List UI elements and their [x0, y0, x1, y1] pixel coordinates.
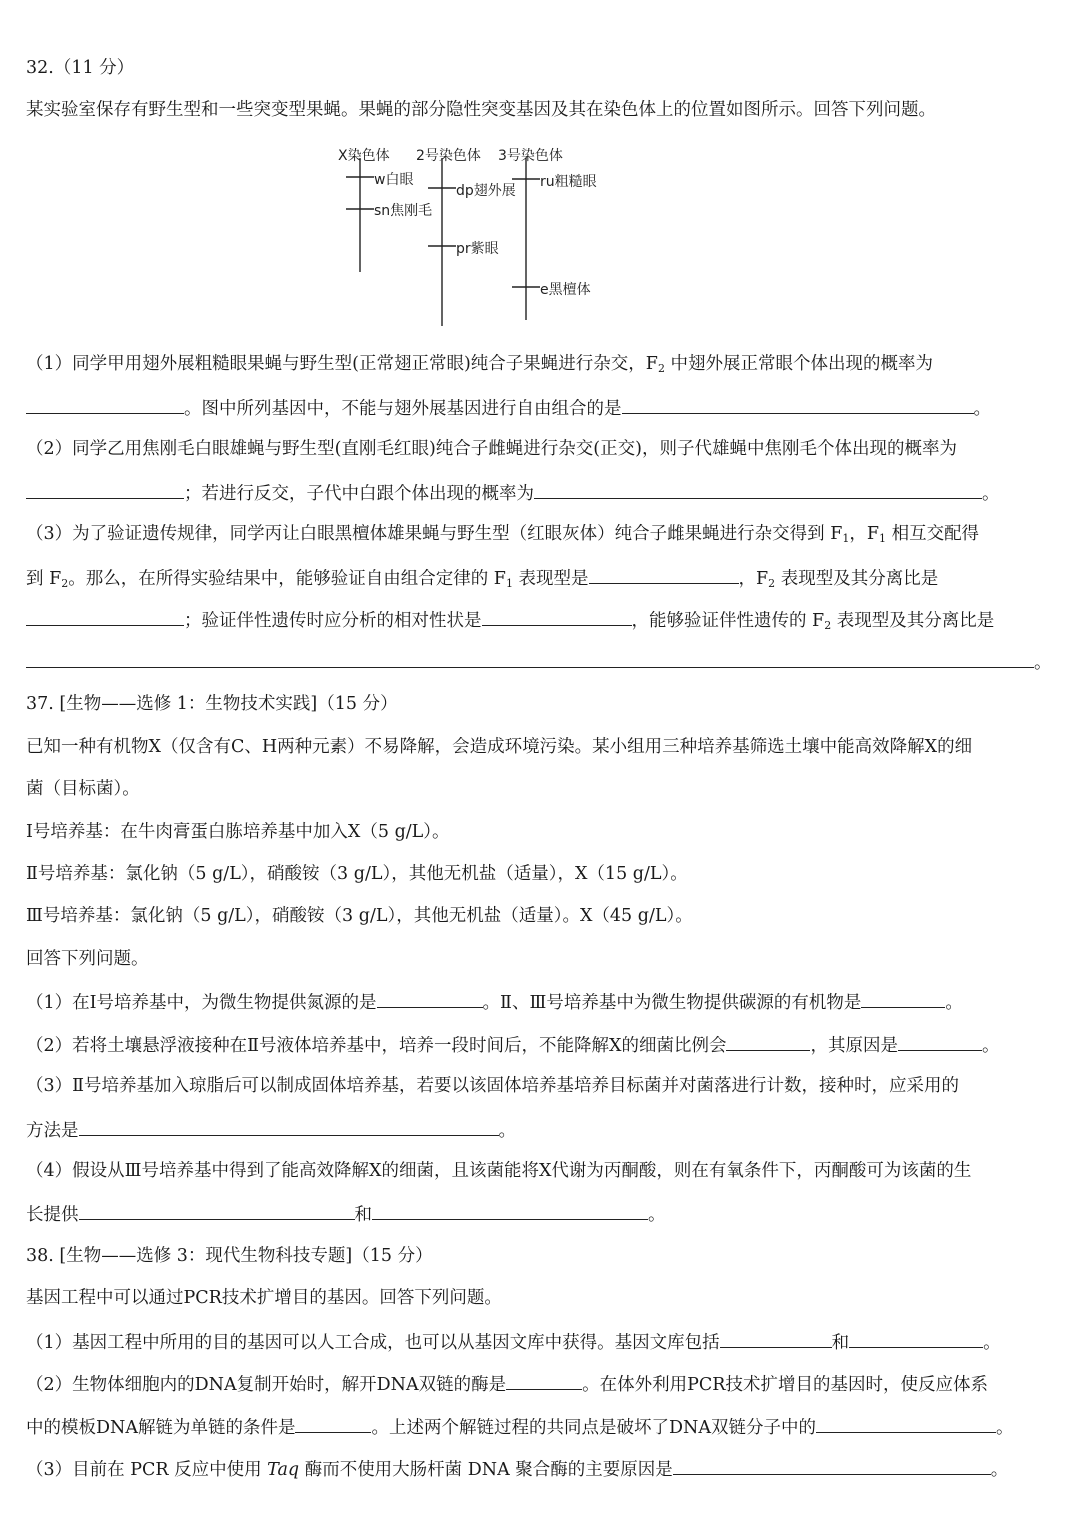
- chromosome-2-label: 2号染色体: [416, 148, 481, 164]
- q32-part1-text: （1）同学甲用翅外展粗糙眼果蝇与野生型(正常翅正常眼)纯合子果蝇进行杂交，$F_2$ 中翅外展正常眼个体出现的概率为: [26, 354, 933, 375]
- answer-blank[interactable]: [295, 1414, 371, 1433]
- gene-dp-label: dp翅外展: [456, 183, 516, 199]
- chromosome-x-label: X染色体: [338, 148, 390, 164]
- answer-blank[interactable]: [506, 1371, 582, 1390]
- q32-part1-line1: [26, 352, 1054, 376]
- q38-part1: （1）基因工程中所用的目的基因可以人工合成，也可以从基因文库中获得。基因文库包括 和 。: [26, 1329, 1054, 1355]
- answer-blank[interactable]: [26, 607, 184, 626]
- gene-ru-label: ru粗糙眼: [540, 174, 597, 190]
- gene-pr-label: pr紫眼: [456, 241, 499, 257]
- answer-blank[interactable]: [861, 989, 945, 1008]
- q32-part3-line2: 到 $F_2$。那么，在所得实验结果中，能够验证自由组合定律的 $F_1$ 表现型是 ，$F_2$ 表现型及其分离比是: [26, 565, 1054, 591]
- answer-blank[interactable]: [26, 395, 184, 414]
- answer-blank[interactable]: [726, 1032, 810, 1051]
- q37-prompt: 回答下列问题。: [26, 949, 149, 969]
- chromosome-diagram: [330, 140, 630, 335]
- chromosome-3-label: 3号染色体: [498, 148, 563, 164]
- q32-part3-line1: （3）为了验证遗传规律，同学丙让白眼黑檀体雄果蝇与野生型（红眼灰体）纯合子雌果蝇进行杂交得到 $F_1$，$F_1$ 相互交配得: [26, 524, 980, 545]
- gene-sn-label: sn焦刚毛: [374, 203, 433, 219]
- q37-part3-line1: （3）Ⅱ号培养基加入琼脂后可以制成固体培养基，若要以该固体培养基培养目标菌并对菌落进行计数，接种时，应采用的: [26, 1076, 960, 1096]
- answer-blank[interactable]: [622, 395, 974, 414]
- answer-blank[interactable]: [589, 565, 739, 584]
- q37-part4-line2: 长提供 和 。: [26, 1201, 1054, 1227]
- q37-header: 37. [生物——选修 1：生物技术实践]（15 分）: [26, 694, 398, 714]
- q37-intro-line1: 已知一种有机物X（仅含有C、H两种元素）不易降解，会造成环境污染。某小组用三种培养基筛选土壤中能高效降解X的细: [26, 737, 973, 757]
- answer-blank[interactable]: [377, 989, 483, 1008]
- answer-blank[interactable]: [482, 607, 632, 626]
- answer-blank[interactable]: [720, 1329, 832, 1348]
- answer-blank[interactable]: [372, 1201, 648, 1220]
- q37-part4-line1: （4）假设从Ⅲ号培养基中得到了能高效降解X的细菌，且该菌能将X代谢为丙酮酸，则在有氧条件下，丙酮酸可为该菌的生: [26, 1161, 972, 1181]
- q37-intro-line2: 菌（目标菌）。: [26, 779, 140, 799]
- q38-part3: （3）目前在 PCR 反应中使用 Taq 酶而不使用大肠杆菌 DNA 聚合酶的主要原因是 。: [26, 1456, 1054, 1482]
- gene-e-label: e黑檀体: [540, 282, 591, 298]
- q32-part1-line2: 。图中所列基因中，不能与翅外展基因进行自由组合的是 。: [26, 395, 1054, 421]
- answer-blank[interactable]: [534, 480, 982, 499]
- gene-w-label: w白眼: [374, 172, 414, 188]
- q38-part2-line1: （2）生物体细胞内的DNA复制开始时，解开DNA双链的酶是 。在体外利用PCR技术扩增目的基因时，使反应体系: [26, 1371, 1054, 1397]
- q32-part2-line1: （2）同学乙用焦刚毛白眼雄蝇与野生型(直刚毛红眼)纯合子雌蝇进行杂交(正交)，则子代雄蝇中焦刚毛个体出现的概率为: [26, 439, 957, 459]
- q38-header: 38. [生物——选修 3：现代生物科技专题]（15 分）: [26, 1246, 433, 1266]
- answer-blank[interactable]: [26, 649, 1034, 668]
- q37-medium-1: Ⅰ号培养基：在牛肉膏蛋白胨培养基中加入X（5 g/L）。: [26, 822, 450, 842]
- q37-medium-3: Ⅲ号培养基：氯化钠（5 g/L），硝酸铵（3 g/L），其他无机盐（适量）。X（45 g/L）。: [26, 906, 693, 926]
- q32-intro: 某实验室保存有野生型和一些突变型果蝇。果蝇的部分隐性突变基因及其在染色体上的位置如图所示。回答下列问题。: [26, 100, 936, 120]
- answer-blank[interactable]: [898, 1032, 982, 1051]
- answer-blank[interactable]: [79, 1117, 499, 1136]
- q32-part3-line3: ；验证伴性遗传时应分析的相对性状是 ，能够验证伴性遗传的 $F_2$ 表现型及其分离比是: [26, 607, 1054, 633]
- q37-part1: （1）在Ⅰ号培养基中，为微生物提供氮源的是 。Ⅱ、Ⅲ号培养基中为微生物提供碳源的有机物是 。: [26, 989, 1054, 1015]
- answer-blank[interactable]: [79, 1201, 355, 1220]
- q38-part2-line2: 中的模板DNA解链为单链的条件是 。上述两个解链过程的共同点是破坏了DNA双链分子中的 。: [26, 1414, 1054, 1440]
- answer-blank[interactable]: [816, 1414, 996, 1433]
- q37-part2: （2）若将土壤悬浮液接种在Ⅱ号液体培养基中，培养一段时间后，不能降解X的细菌比例会 ，其原因是 。: [26, 1032, 1054, 1058]
- q32-part2-line2: ；若进行反交，子代中白跟个体出现的概率为 。: [26, 480, 1054, 506]
- q37-part3-line2: 方法是 。: [26, 1117, 1054, 1143]
- q37-medium-2: Ⅱ号培养基：氯化钠（5 g/L），硝酸铵（3 g/L），其他无机盐（适量），X（15 g/L）。: [26, 864, 688, 884]
- answer-blank[interactable]: [673, 1456, 991, 1475]
- q38-intro: 基因工程中可以通过PCR技术扩增目的基因。回答下列问题。: [26, 1288, 502, 1308]
- q32-header: 32.（11 分）: [26, 58, 135, 78]
- q32-part3-line4: 。: [26, 649, 1054, 675]
- answer-blank[interactable]: [26, 480, 184, 499]
- answer-blank[interactable]: [849, 1329, 983, 1348]
